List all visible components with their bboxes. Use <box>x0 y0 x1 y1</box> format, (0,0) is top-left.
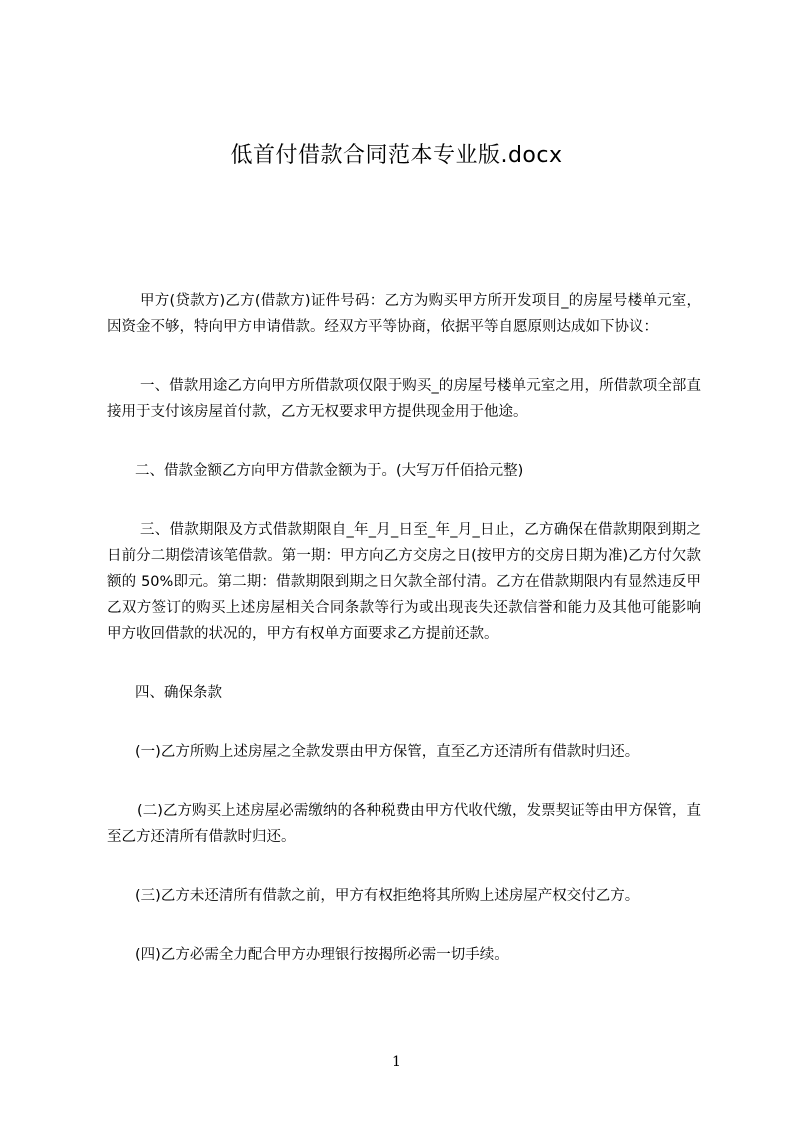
page-number: 1 <box>392 1054 401 1070</box>
document-body <box>107 288 701 1001</box>
paragraph-loan-term: 三、借款期限及方式借款期限自_年_月_日至_年_月_日止，乙方确保在借款期限到期之日前分二期偿清该笔借款。第一期：甲方向乙方交房之日(按甲方的交房日期为准)乙方付欠款额的 50%即元。第二期：借款期限到期之日欠款全部付清。乙方在借款期限内有显然违反甲乙双方签订的购买上述房屋相关合同条款等行为或出现丧失还款信誉和能力及其他可能影响甲方收回借款的状况的，甲方有权单方面要求乙方提前还款。 <box>107 522 701 642</box>
paragraph-loan-amount: 二、借款金额乙方向甲方借款金额为于。(大写万仟佰拾元整) <box>135 463 524 479</box>
paragraph-parties: 甲方(贷款方)乙方(借款方)证件号码：乙方为购买甲方所开发项目_的房屋号楼单元室，因资金不够，特向甲方申请借款。经双方平等协商，依据平等自愿原则达成如下协议： <box>107 293 701 335</box>
paragraph-guarantee-heading: 四、确保条款 <box>135 685 222 701</box>
paragraph-loan-purpose: 一、借款用途乙方向甲方所借款项仅限于购买_的房屋号楼单元室之用，所借款项全部直接用于支付该房屋首付款，乙方无权要求甲方提供现金用于他途。 <box>107 378 701 420</box>
paragraph-guarantee-4: (四)乙方必需全力配合甲方办理银行按揭所必需一切手续。 <box>135 947 509 963</box>
document-title: 低首付借款合同范本专业版.docx <box>230 143 563 168</box>
paragraph-guarantee-2: (二)乙方购买上述房屋必需缴纳的各种税费由甲方代收代缴，发票契证等由甲方保管，直至乙方还清所有借款时归还。 <box>107 803 701 845</box>
paragraph-guarantee-3: (三)乙方未还清所有借款之前，甲方有权拒绝将其所购上述房屋产权交付乙方。 <box>135 888 640 904</box>
paragraph-guarantee-1: (一)乙方所购上述房屋之全款发票由甲方保管，直至乙方还清所有借款时归还。 <box>135 744 640 760</box>
